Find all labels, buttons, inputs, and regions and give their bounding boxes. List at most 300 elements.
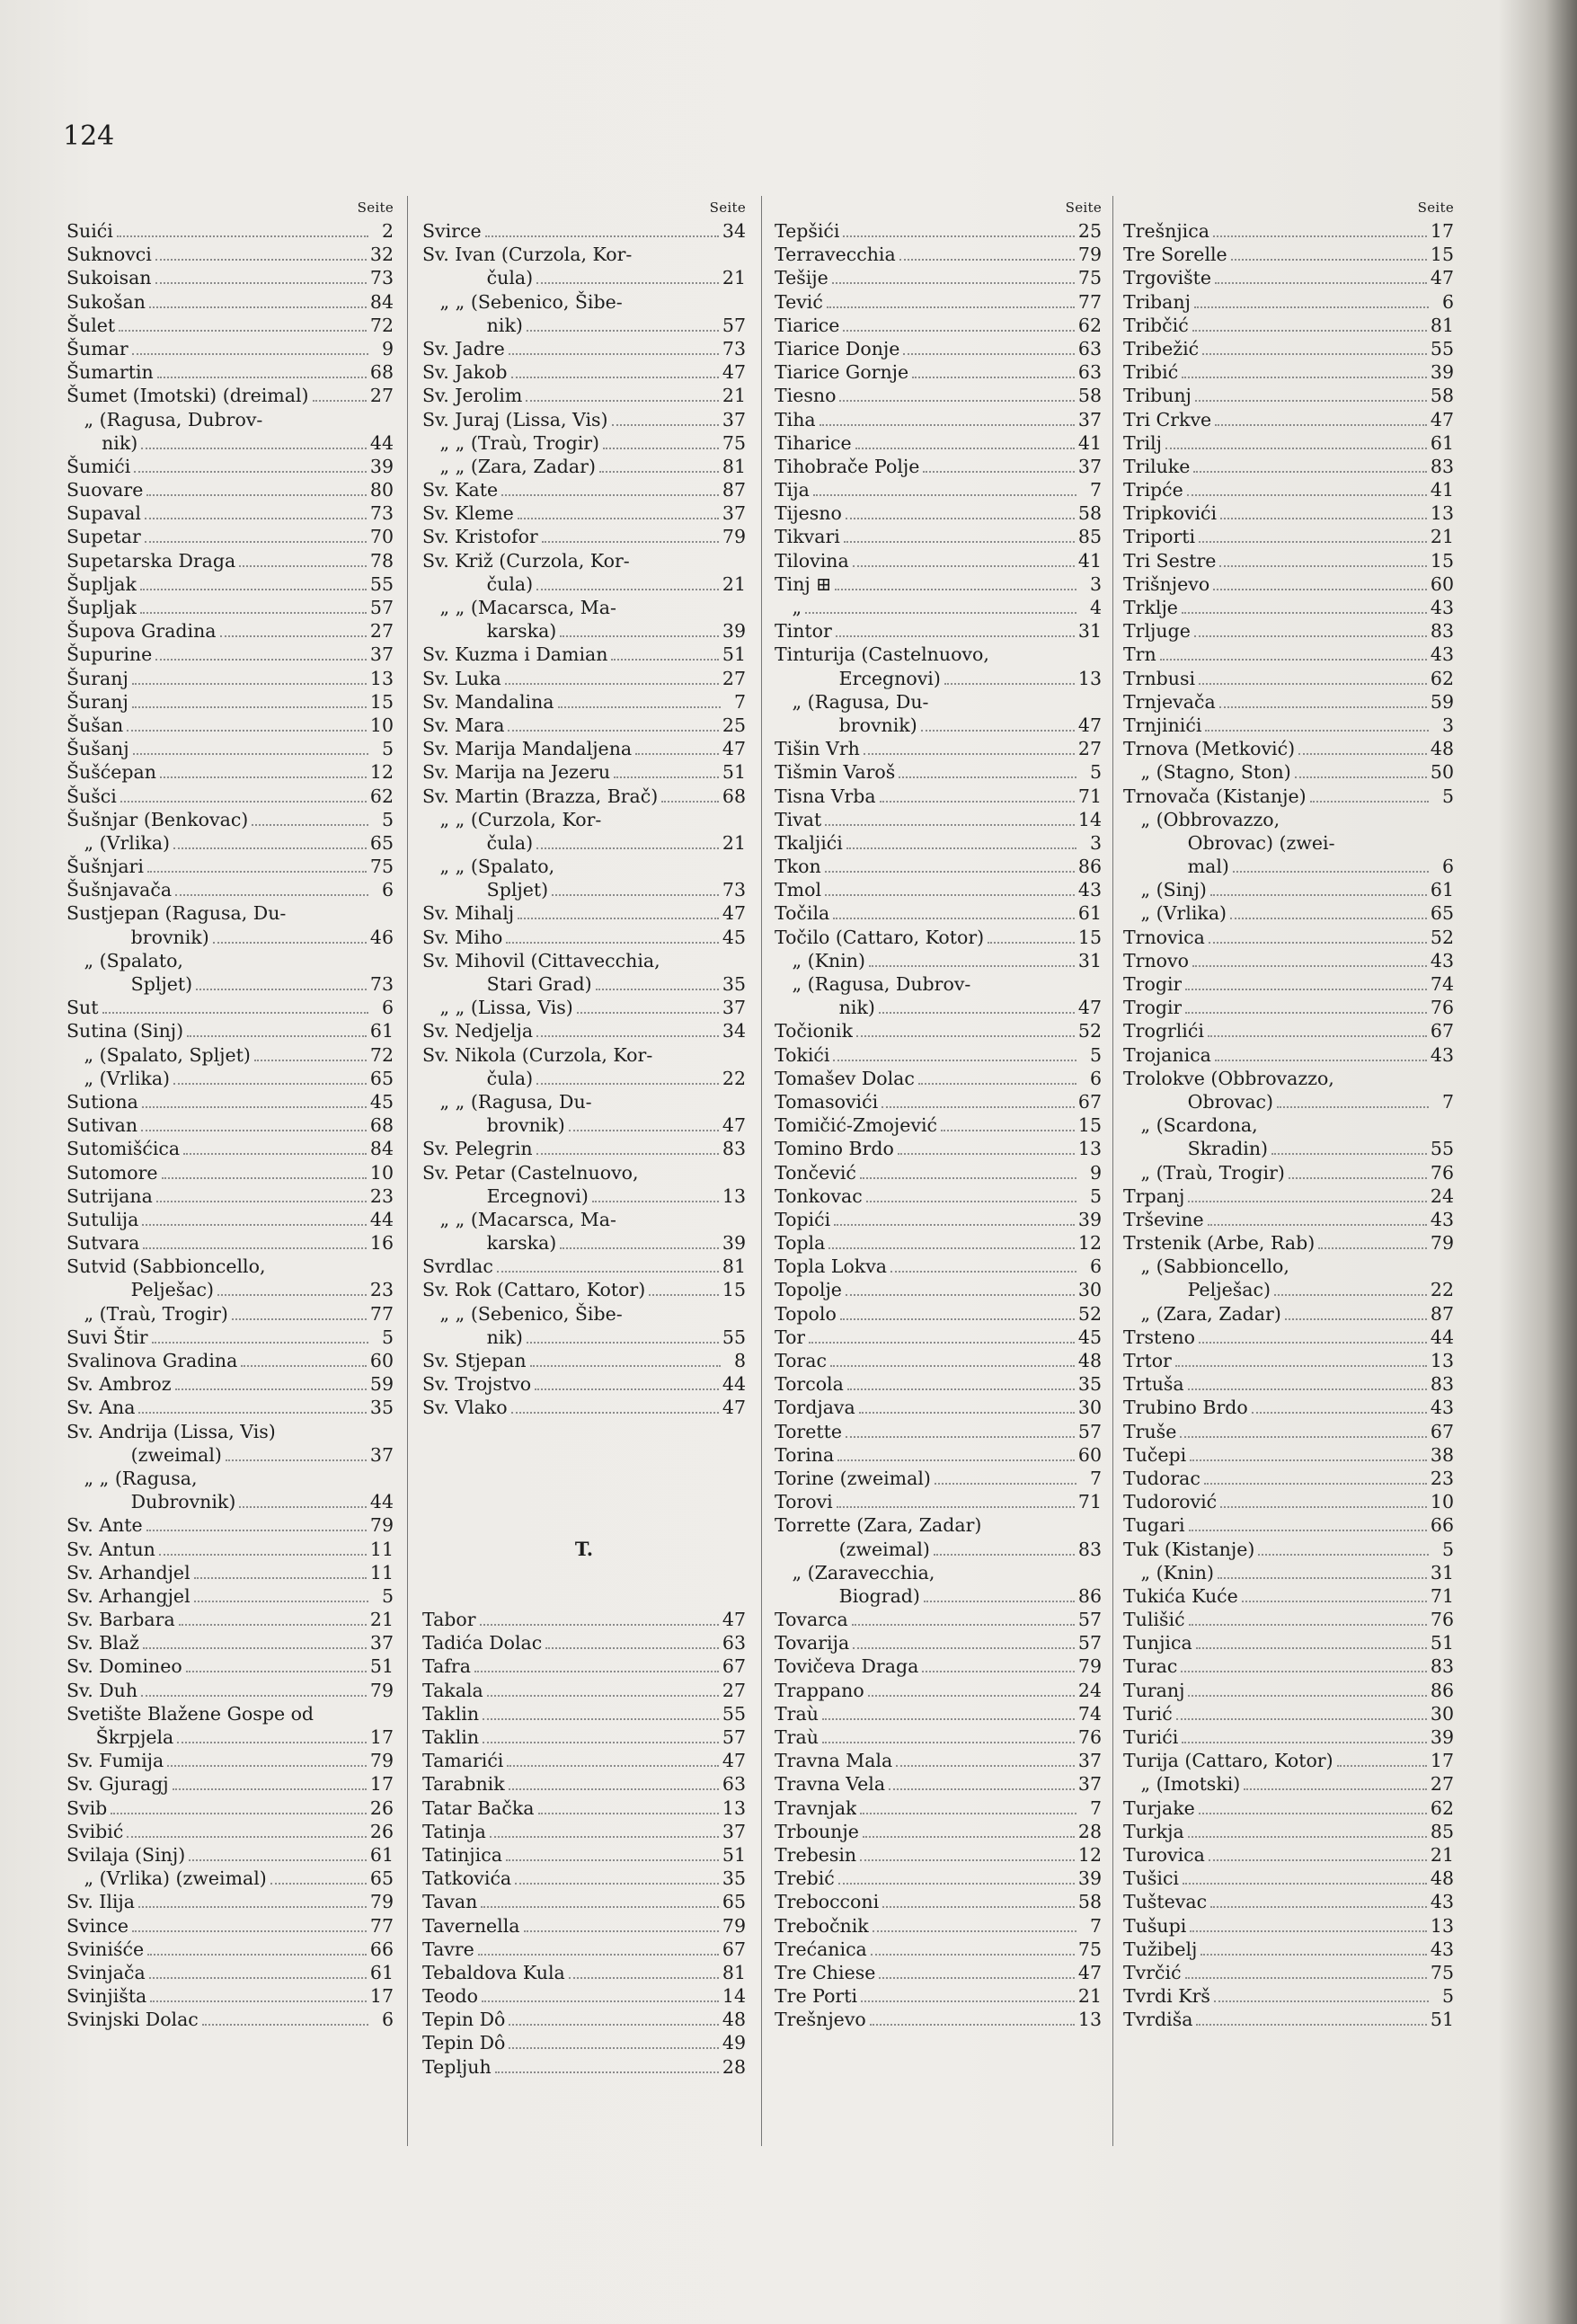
entry-page: 43 (1430, 643, 1454, 666)
entry-name: Tinj ⊞ (775, 572, 832, 595)
section-letter-heading: T. (574, 1537, 594, 1560)
leader-dots (515, 1883, 719, 1885)
entry-name: Šumartin (66, 361, 154, 384)
entry-page: 45 (722, 926, 746, 948)
entry-name: Trešnjica (1123, 220, 1209, 242)
entry-name: Tintor (775, 620, 832, 643)
index-entry (1123, 219, 1454, 243)
index-entry (66, 760, 394, 784)
leader-dots (1199, 1813, 1427, 1814)
entry-page: 62 (369, 785, 394, 807)
entry-page: 17 (369, 1773, 394, 1796)
entry-page: 21 (1077, 1985, 1102, 2008)
entry-name: Tadića Dolac (422, 1632, 543, 1654)
index-entry (66, 996, 394, 1019)
entry-name: Trogir (1123, 973, 1183, 995)
leader-dots (160, 776, 367, 778)
leader-dots (239, 1506, 367, 1508)
entry-page: 17 (1430, 1750, 1454, 1772)
entry-name: Svilaja (Sinj) (66, 1843, 186, 1866)
entry-name: Sutrijana (66, 1184, 153, 1207)
leader-dots (1213, 235, 1427, 237)
entry-name: Spljet) (66, 973, 193, 995)
entry-page: 47 (1430, 408, 1454, 430)
entry-name: Obrovac) (1123, 1090, 1274, 1113)
index-entry (775, 290, 1102, 314)
entry-page: 12 (1077, 1843, 1102, 1866)
index-entry (66, 1137, 394, 1160)
index-entry (66, 1349, 394, 1372)
leader-dots (577, 1012, 719, 1014)
entry-name: Šušan (66, 714, 124, 736)
entry-name: Šušnjar (Benkovac) (66, 808, 249, 830)
entry-name: Supaval (66, 502, 141, 525)
index-entry (66, 1772, 394, 1796)
entry-name: „ (Traù, Trogir) (66, 1302, 228, 1325)
index-entry (422, 901, 746, 925)
entry-page: 48 (1430, 1867, 1454, 1890)
entry-page: 61 (369, 1961, 394, 1983)
index-entry (422, 455, 746, 478)
entry-page: 15 (722, 1279, 746, 1301)
entry-name: „ (Obbrovazzo, (1123, 808, 1280, 830)
entry-name: Sv. Mandalina (422, 690, 554, 713)
leader-dots (132, 1930, 367, 1932)
entry-page: 48 (1077, 1350, 1102, 1371)
entry-name: Tončević (775, 1161, 856, 1184)
index-entry (775, 1890, 1102, 1913)
entry-name: Sv. Miho (422, 926, 503, 948)
leader-dots (1195, 400, 1427, 402)
entry-name: Tavernella (422, 1914, 520, 1937)
entry-name: Torina (775, 1443, 835, 1466)
entry-page: 59 (1430, 690, 1454, 713)
entry-name: Trbounje (775, 1820, 859, 1842)
entry-name: Sv. Duh (66, 1679, 138, 1701)
entry-page: 81 (1430, 314, 1454, 336)
leader-dots (863, 1836, 1075, 1838)
entry-name: „ (Knin) (1123, 1561, 1214, 1583)
entry-page: 6 (1441, 856, 1454, 878)
leader-dots (1185, 1012, 1427, 1014)
index-entry (775, 501, 1102, 525)
entry-page: 38 (1430, 1443, 1454, 1466)
entry-name: Tribčić (1123, 314, 1189, 336)
index-entry (775, 596, 1102, 619)
index-entry (775, 1513, 1102, 1537)
leader-dots (860, 1859, 1075, 1861)
entry-name: Tovarca (775, 1609, 848, 1631)
entry-name: Tomasovići (775, 1090, 879, 1113)
leader-dots (830, 1365, 1075, 1367)
entry-page: 48 (1430, 738, 1454, 760)
spacer (422, 1443, 746, 1467)
entry-name: Topolje (775, 1279, 842, 1301)
leader-dots (1209, 942, 1427, 944)
index-entry (775, 1561, 1102, 1584)
entry-name: Torette (775, 1420, 842, 1442)
entry-name: Sv. Jerolim (422, 385, 523, 407)
leader-dots (1185, 1977, 1427, 1979)
entry-name: Sutivan (66, 1114, 138, 1137)
entry-page: 7 (1089, 1914, 1102, 1937)
entry-name: Tepljuh (422, 2055, 492, 2078)
entry-page: 83 (722, 1138, 746, 1160)
entry-name: Sv. Pelegrin (422, 1138, 533, 1160)
index-entry (775, 808, 1102, 831)
entry-name: Tuk (Kistanje) (1123, 1538, 1255, 1560)
index-entry (422, 1067, 746, 1090)
leader-dots (855, 448, 1075, 449)
entry-name: Šušnjavača (66, 879, 173, 901)
leader-dots (141, 448, 367, 449)
index-entry (66, 1631, 394, 1654)
leader-dots (241, 1365, 367, 1367)
entry-name: karska) (422, 620, 557, 643)
leader-dots (836, 635, 1075, 637)
entry-page: 60 (1430, 572, 1454, 595)
entry-page: 13 (1077, 2009, 1102, 2031)
entry-name: Ercegnovi) (422, 1184, 589, 1207)
leader-dots (1274, 1294, 1427, 1296)
entry-name: Tunjica (1123, 1632, 1192, 1654)
entry-name: Sv. Fumija (66, 1750, 164, 1772)
index-entry (66, 384, 394, 407)
leader-dots (536, 1035, 719, 1037)
leader-dots (1219, 706, 1427, 708)
leader-dots (155, 282, 367, 284)
index-entry (422, 619, 746, 643)
entry-name: Točionik (775, 1020, 853, 1042)
leader-dots (988, 942, 1075, 944)
leader-dots (239, 565, 367, 567)
entry-name: Škrpjela (66, 1726, 174, 1748)
leader-dots (832, 282, 1075, 284)
index-entry (775, 1113, 1102, 1137)
leader-dots (825, 871, 1075, 873)
index-entry (775, 1867, 1102, 1890)
leader-dots (661, 801, 719, 803)
entry-page: 75 (1077, 267, 1102, 289)
entry-page: 26 (369, 1820, 394, 1842)
index-entry (66, 1843, 394, 1867)
entry-name: Taklin (422, 1726, 480, 1748)
index-entry (1123, 549, 1454, 572)
leader-dots (141, 1130, 367, 1131)
entry-name: Trebić (775, 1867, 835, 1890)
entry-page: 5 (381, 738, 394, 760)
leader-dots (138, 1906, 367, 1908)
entry-name: Trećanica (775, 1938, 867, 1960)
entry-page: 7 (733, 690, 746, 713)
entry-page: 6 (381, 997, 394, 1019)
entry-name: nik) (775, 997, 875, 1019)
entry-name: Svalinova Gradina (66, 1350, 238, 1371)
entry-page: 47 (722, 738, 746, 760)
index-entry (66, 1255, 394, 1278)
leader-dots (828, 1247, 1075, 1249)
entry-page: 76 (1077, 1726, 1102, 1748)
entry-page: 55 (1430, 337, 1454, 359)
entry-page: 79 (369, 1750, 394, 1772)
leader-dots (138, 1412, 366, 1414)
entry-name: Sv. Rok (Cattaro, Kotor) (422, 1279, 646, 1301)
entry-name: Sut (66, 997, 99, 1019)
index-entry (66, 1867, 394, 1890)
index-entry (775, 1161, 1102, 1184)
index-entry (422, 1019, 746, 1042)
entry-name: Trojanica (1123, 1043, 1211, 1066)
index-entry (1123, 1749, 1454, 1772)
entry-name: Turanj (1123, 1679, 1185, 1701)
entry-name: Sv. Petar (Castelnuovo, (422, 1161, 639, 1184)
entry-page: 79 (722, 1914, 746, 1937)
entry-name: Supetar (66, 526, 141, 548)
index-entry (422, 1702, 746, 1725)
leader-dots (1182, 377, 1427, 378)
index-entry (422, 572, 746, 596)
entry-page: 11 (369, 1561, 394, 1583)
index-entry (775, 314, 1102, 337)
entry-page: 85 (1077, 526, 1102, 548)
leader-dots (822, 1742, 1075, 1743)
leader-dots (934, 1554, 1075, 1556)
entry-page: 44 (369, 1491, 394, 1513)
entry-name: Terravecchia (775, 244, 896, 266)
entry-page: 37 (369, 1632, 394, 1654)
entry-name: Tugari (1123, 1514, 1185, 1537)
index-entry (775, 667, 1102, 690)
index-entry (66, 878, 394, 901)
leader-dots (1165, 448, 1427, 449)
entry-name: (zweimal) (775, 1538, 930, 1560)
entry-name: Trpanj (1123, 1184, 1185, 1207)
entry-page: 83 (1430, 1373, 1454, 1396)
entry-name: Šupljak (66, 572, 137, 595)
entry-page: 45 (1077, 1326, 1102, 1348)
leader-dots (483, 1718, 719, 1720)
entry-name: Tvrdiša (1123, 2009, 1193, 2031)
entry-page: 67 (1077, 1090, 1102, 1113)
entry-name: Sv. Ante (66, 1514, 143, 1537)
entry-page: 55 (722, 1326, 746, 1348)
entry-page: 68 (369, 361, 394, 384)
entry-name: Tisna Vrba (775, 785, 876, 807)
entry-name: Trebesin (775, 1843, 857, 1866)
index-entry (775, 478, 1102, 501)
entry-page: 6 (1089, 1067, 1102, 1089)
entry-name: Tepin Dô (422, 2009, 506, 2031)
leader-dots (1193, 471, 1427, 473)
index-entry (422, 478, 746, 501)
entry-name: Turjake (1123, 1796, 1195, 1819)
entry-page: 24 (1077, 1679, 1102, 1701)
entry-name: Trešnjevo (775, 2009, 866, 2031)
leader-dots (175, 1388, 367, 1390)
entry-name: Svirce (422, 220, 482, 242)
entry-name: „ „ (Ragusa, (66, 1467, 198, 1489)
index-entry (66, 1443, 394, 1467)
entry-page: 15 (1077, 1114, 1102, 1137)
leader-dots (1277, 1106, 1429, 1108)
leader-dots (213, 942, 367, 944)
index-entry (422, 690, 746, 714)
entry-page: 83 (1430, 455, 1454, 477)
entry-name: Tihobrače Polje (775, 455, 920, 477)
index-entry (66, 808, 394, 831)
leader-dots (1180, 1436, 1427, 1438)
entry-name: Trilj (1123, 431, 1162, 454)
entry-page: 86 (1077, 1584, 1102, 1607)
leader-dots (149, 1977, 367, 1979)
index-entry (66, 243, 394, 266)
entry-page: 67 (1430, 1420, 1454, 1442)
index-entry (66, 1113, 394, 1137)
index-entry (422, 1372, 746, 1396)
entry-page: 62 (1430, 1796, 1454, 1819)
leader-dots (1187, 494, 1427, 496)
leader-dots (1199, 541, 1427, 543)
leader-dots (167, 1765, 367, 1767)
leader-dots (134, 471, 367, 473)
index-entry (1123, 384, 1454, 407)
leader-dots (536, 589, 719, 590)
entry-page: 28 (722, 2055, 746, 2078)
leader-dots (156, 1201, 367, 1202)
entry-name: Tužibelj (1123, 1938, 1198, 1960)
seite-header: Seite (709, 200, 746, 216)
leader-dots (530, 1365, 721, 1367)
index-entry (1123, 926, 1454, 949)
leader-dots (1220, 1506, 1427, 1508)
index-entry (775, 1208, 1102, 1231)
leader-dots (935, 1483, 1076, 1485)
leader-dots (119, 330, 367, 332)
leader-dots (183, 1153, 367, 1155)
index-entry (66, 549, 394, 572)
index-entry (66, 1561, 394, 1584)
entry-name: Sv. Kleme (422, 502, 514, 525)
index-entry (775, 1349, 1102, 1372)
leader-dots (1189, 1530, 1427, 1531)
entry-name: Sv. Nikola (Curzola, Kor- (422, 1043, 653, 1066)
entry-page: 15 (369, 690, 394, 713)
leader-dots (162, 1177, 367, 1179)
index-entry (66, 785, 394, 808)
leader-dots (217, 1294, 367, 1296)
index-entry (775, 1631, 1102, 1654)
entry-page: 62 (1077, 314, 1102, 336)
entry-page: 67 (722, 1938, 746, 1960)
entry-page: 47 (1077, 997, 1102, 1019)
index-entry (422, 501, 746, 525)
index-entry (1123, 1772, 1454, 1796)
entry-page: 75 (722, 431, 746, 454)
leader-dots (635, 753, 719, 755)
leader-dots (859, 1412, 1075, 1414)
entry-name: Sv. Juraj (Lissa, Vis) (422, 408, 608, 430)
entry-name: Šušci (66, 785, 117, 807)
entry-page: 13 (722, 1796, 746, 1819)
entry-name: „ „ (Spalato, (422, 856, 555, 878)
entry-name: Sv. Arhangjel (66, 1584, 190, 1607)
entry-name: Sv. Stjepan (422, 1350, 527, 1371)
index-entry (422, 1631, 746, 1654)
entry-name: Sv. Luka (422, 667, 501, 689)
entry-name: Tre Chiese (775, 1961, 876, 1983)
entry-name: Tušupi (1123, 1914, 1187, 1937)
index-entry (66, 1725, 394, 1749)
leader-dots (187, 1035, 367, 1037)
leader-dots (509, 2024, 719, 2026)
leader-dots (569, 1977, 719, 1979)
entry-page: 61 (1430, 879, 1454, 901)
index-entry (1123, 1278, 1454, 1301)
entry-page: 37 (722, 502, 746, 525)
entry-page: 39 (369, 455, 394, 477)
leader-dots (313, 400, 367, 402)
index-entry (1123, 690, 1454, 714)
leader-dots (853, 565, 1075, 567)
spacer (422, 1490, 746, 1513)
entry-name: Tilovina (775, 549, 849, 572)
index-entry (66, 831, 394, 855)
leader-dots (839, 400, 1074, 402)
leader-dots (1205, 730, 1429, 732)
entry-name: Tomino Brdo (775, 1138, 894, 1160)
leader-dots (1183, 1883, 1427, 1885)
index-entry (422, 785, 746, 808)
entry-name: Tatkovića (422, 1867, 512, 1890)
entry-name: Sustjepan (Ragusa, Du- (66, 902, 287, 925)
leader-dots (1192, 965, 1427, 967)
index-entry (1123, 1255, 1454, 1278)
leader-dots (1190, 1459, 1427, 1461)
entry-name: Tišin Vrh (775, 738, 860, 760)
leader-dots (1175, 1365, 1427, 1367)
leader-dots (882, 1106, 1075, 1108)
leader-dots (1210, 894, 1427, 896)
entry-name: Tiarice Donje (775, 337, 900, 359)
entry-name: Tre Porti (775, 1985, 858, 2008)
entry-page: 34 (722, 220, 746, 242)
index-entry (1123, 243, 1454, 266)
entry-name: Trnjinići (1123, 714, 1202, 736)
entry-page: 86 (1077, 856, 1102, 878)
entry-page: 79 (722, 526, 746, 548)
entry-name: mal) (1123, 856, 1229, 878)
leader-dots (542, 541, 719, 543)
entry-page: 71 (1430, 1584, 1454, 1607)
entry-name: Tabor (422, 1609, 476, 1631)
entry-name: Tinturija (Castelnuovo, (775, 643, 989, 666)
leader-dots (1182, 1742, 1427, 1743)
entry-page: 14 (722, 1985, 746, 2008)
entry-name: Tovarija (775, 1632, 850, 1654)
leader-dots (599, 471, 719, 473)
index-entry (1123, 1796, 1454, 1820)
leader-dots (896, 1765, 1075, 1767)
leader-dots (899, 776, 1076, 778)
index-entry (1123, 619, 1454, 643)
index-entry (1123, 455, 1454, 478)
index-entry (1123, 1654, 1454, 1678)
entry-page: 5 (1441, 1538, 1454, 1560)
index-entry (775, 1772, 1102, 1796)
index-entry (1123, 760, 1454, 784)
entry-name: Topolo (775, 1302, 837, 1325)
entry-page: 48 (722, 2009, 746, 2031)
